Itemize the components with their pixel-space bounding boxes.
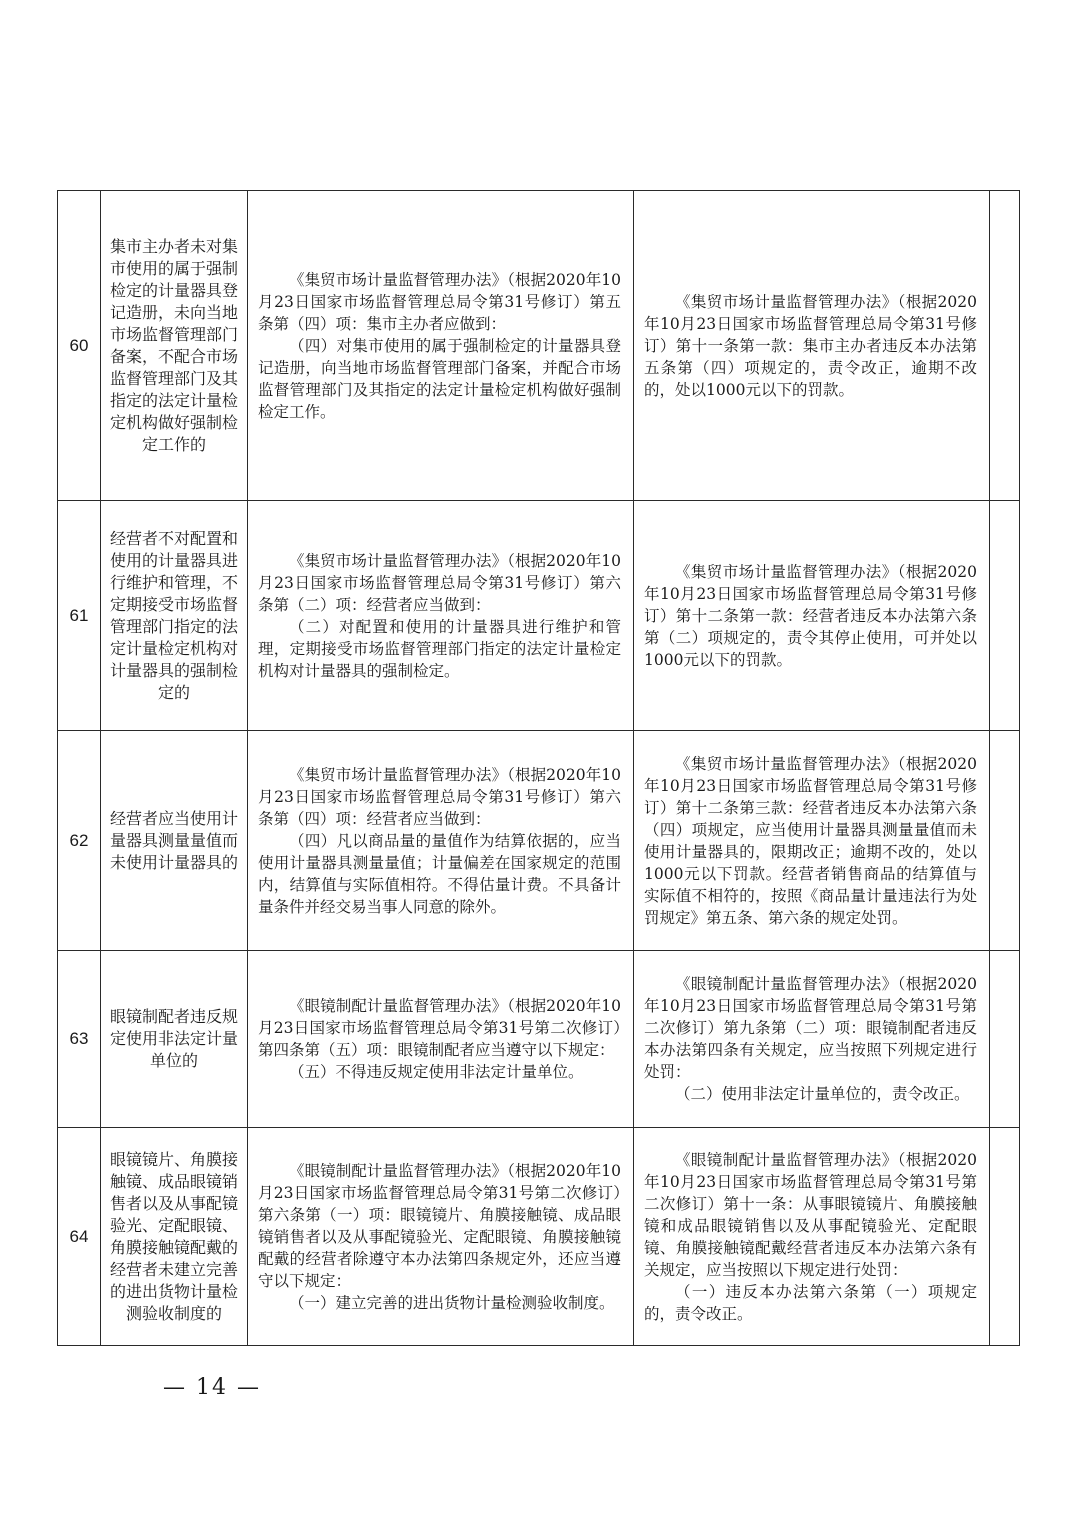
basis-paragraph: （一）建立完善的进出货物计量检测验收制度。 bbox=[289, 1293, 615, 1312]
penalty-basis bbox=[634, 1128, 990, 1346]
penalty-paragraph: （一）违反本办法第六条第（一）项规定的，责令改正。 bbox=[644, 1282, 977, 1323]
legal-basis bbox=[248, 1128, 634, 1346]
regulation-table bbox=[57, 190, 1020, 1346]
blank-cell bbox=[990, 191, 1020, 501]
blank-cell bbox=[990, 1128, 1020, 1346]
row-number: 60 bbox=[58, 191, 101, 501]
basis-paragraph: （二）对配置和使用的计量器具进行维护和管理，定期接受市场监督管理部门指定的法定计量检定机构对计量器具的强制检定。 bbox=[258, 617, 621, 680]
legal-basis bbox=[248, 191, 634, 501]
basis-paragraph: （四）凡以商品量的量值作为结算依据的，应当使用计量器具测量量值；计量偏差在国家规定的范围内，结算值与实际值相符。不得估量计费。不具备计量条件并经交易当事人同意的除外。 bbox=[258, 831, 621, 916]
violation-description: 集市主办者未对集市使用的属于强制检定的计量器具登记造册，未向当地市场监督管理部门备案，不配合市场监督管理部门及其指定的法定计量检定机构做好强制检定工作的 bbox=[101, 191, 248, 501]
table-row bbox=[58, 1128, 1020, 1346]
table-row bbox=[58, 731, 1020, 951]
penalty-basis bbox=[634, 951, 990, 1128]
penalty-basis bbox=[634, 501, 990, 731]
basis-paragraph: （五）不得违反规定使用非法定计量单位。 bbox=[289, 1063, 584, 1081]
page-number: — 14 — bbox=[163, 1375, 261, 1400]
blank-cell bbox=[990, 951, 1020, 1128]
violation-description: 眼镜镜片、角膜接触镜、成品眼镜销售者以及从事配镜验光、定配眼镜、角膜接触镜配戴的经营者未建立完善的进出货物计量检测验收制度的 bbox=[101, 1128, 248, 1346]
row-number: 63 bbox=[58, 951, 101, 1128]
violation-description: 眼镜制配者违反规定使用非法定计量单位的 bbox=[101, 951, 248, 1128]
penalty-paragraph: 《集贸市场计量监督管理办法》（根据2020年10月23日国家市场监督管理总局令第31号修订）第十一条第一款：集市主办者违反本办法第五条第（四）项规定的，责令改正，逾期不改的，处以1000元以下的罚款。 bbox=[644, 292, 977, 399]
blank-cell bbox=[990, 731, 1020, 951]
penalty-paragraph: 《集贸市场计量监督管理办法》（根据2020年10月23日国家市场监督管理总局令第31号修订）第十二条第三款：经营者违反本办法第六条（四）项规定，应当使用计量器具测量量值而未使用计量器具的，限期改正；逾期不改的，处以1000元以下罚款。经营者销售商品的结算值与实际值不相符的，按照《商品量计量违法行为处罚规定》第五条、第六条的规定处罚。 bbox=[644, 754, 977, 927]
row-number: 62 bbox=[58, 731, 101, 951]
row-number: 64 bbox=[58, 1128, 101, 1346]
penalty-paragraph: 《眼镜制配计量监督管理办法》（根据2020年10月23日国家市场监督管理总局令第31号第二次修订）第九条第（二）项：眼镜制配者违反本办法第四条有关规定，应当按照下列规定进行处罚： bbox=[644, 975, 977, 1081]
penalty-paragraph: （二）使用非法定计量单位的，责令改正。 bbox=[675, 1085, 970, 1103]
legal-basis bbox=[248, 951, 634, 1128]
penalty-paragraph: 《集贸市场计量监督管理办法》（根据2020年10月23日国家市场监督管理总局令第31号修订）第十二条第一款：经营者违反本办法第六条第（二）项规定的，责令其停止使用，可并处以1000元以下的罚款。 bbox=[644, 562, 977, 669]
blank-cell bbox=[990, 501, 1020, 731]
table-row bbox=[58, 501, 1020, 731]
legal-basis bbox=[248, 501, 634, 731]
table-row bbox=[58, 951, 1020, 1128]
table-row bbox=[58, 191, 1020, 501]
row-number: 61 bbox=[58, 501, 101, 731]
basis-paragraph: 《眼镜制配计量监督管理办法》（根据2020年10月23日国家市场监督管理总局令第31号第二次修订）第六条第（一）项：眼镜镜片、角膜接触镜、成品眼镜销售者以及从事配镜验光、定配眼镜、角膜接触镜配戴的经营者除遵守本办法第四条规定外，还应当遵守以下规定： bbox=[258, 1161, 621, 1290]
basis-paragraph: 《集贸市场计量监督管理办法》（根据2020年10月23日国家市场监督管理总局令第31号修订）第六条第（四）项：经营者应当做到： bbox=[258, 765, 621, 828]
basis-paragraph: （四）对集市使用的属于强制检定的计量器具登记造册，向当地市场监督管理部门备案，并配合市场监督管理部门及其指定的法定计量检定机构做好强制检定工作。 bbox=[258, 336, 621, 421]
basis-paragraph: 《集贸市场计量监督管理办法》（根据2020年10月23日国家市场监督管理总局令第31号修订）第六条第（二）项：经营者应当做到： bbox=[258, 551, 621, 614]
legal-basis bbox=[248, 731, 634, 951]
penalty-basis bbox=[634, 731, 990, 951]
penalty-paragraph: 《眼镜制配计量监督管理办法》（根据2020年10月23日国家市场监督管理总局令第31号第二次修订）第十一条：从事眼镜镜片、角膜接触镜和成品眼镜销售以及从事配镜验光、定配眼镜、角膜接触镜配戴经营者违反本办法第六条有关规定，应当按照以下规定进行处罚： bbox=[644, 1150, 977, 1279]
violation-description: 经营者不对配置和使用的计量器具进行维护和管理，不定期接受市场监督管理部门指定的法定计量检定机构对计量器具的强制检定的 bbox=[101, 501, 248, 731]
penalty-basis bbox=[634, 191, 990, 501]
violation-description: 经营者应当使用计量器具测量量值而未使用计量器具的 bbox=[101, 731, 248, 951]
basis-paragraph: 《眼镜制配计量监督管理办法》（根据2020年10月23日国家市场监督管理总局令第31号第二次修订）第四条第（五）项：眼镜制配者应当遵守以下规定： bbox=[258, 997, 621, 1059]
basis-paragraph: 《集贸市场计量监督管理办法》（根据2020年10月23日国家市场监督管理总局令第31号修订）第五条第（四）项：集市主办者应做到： bbox=[258, 270, 621, 333]
